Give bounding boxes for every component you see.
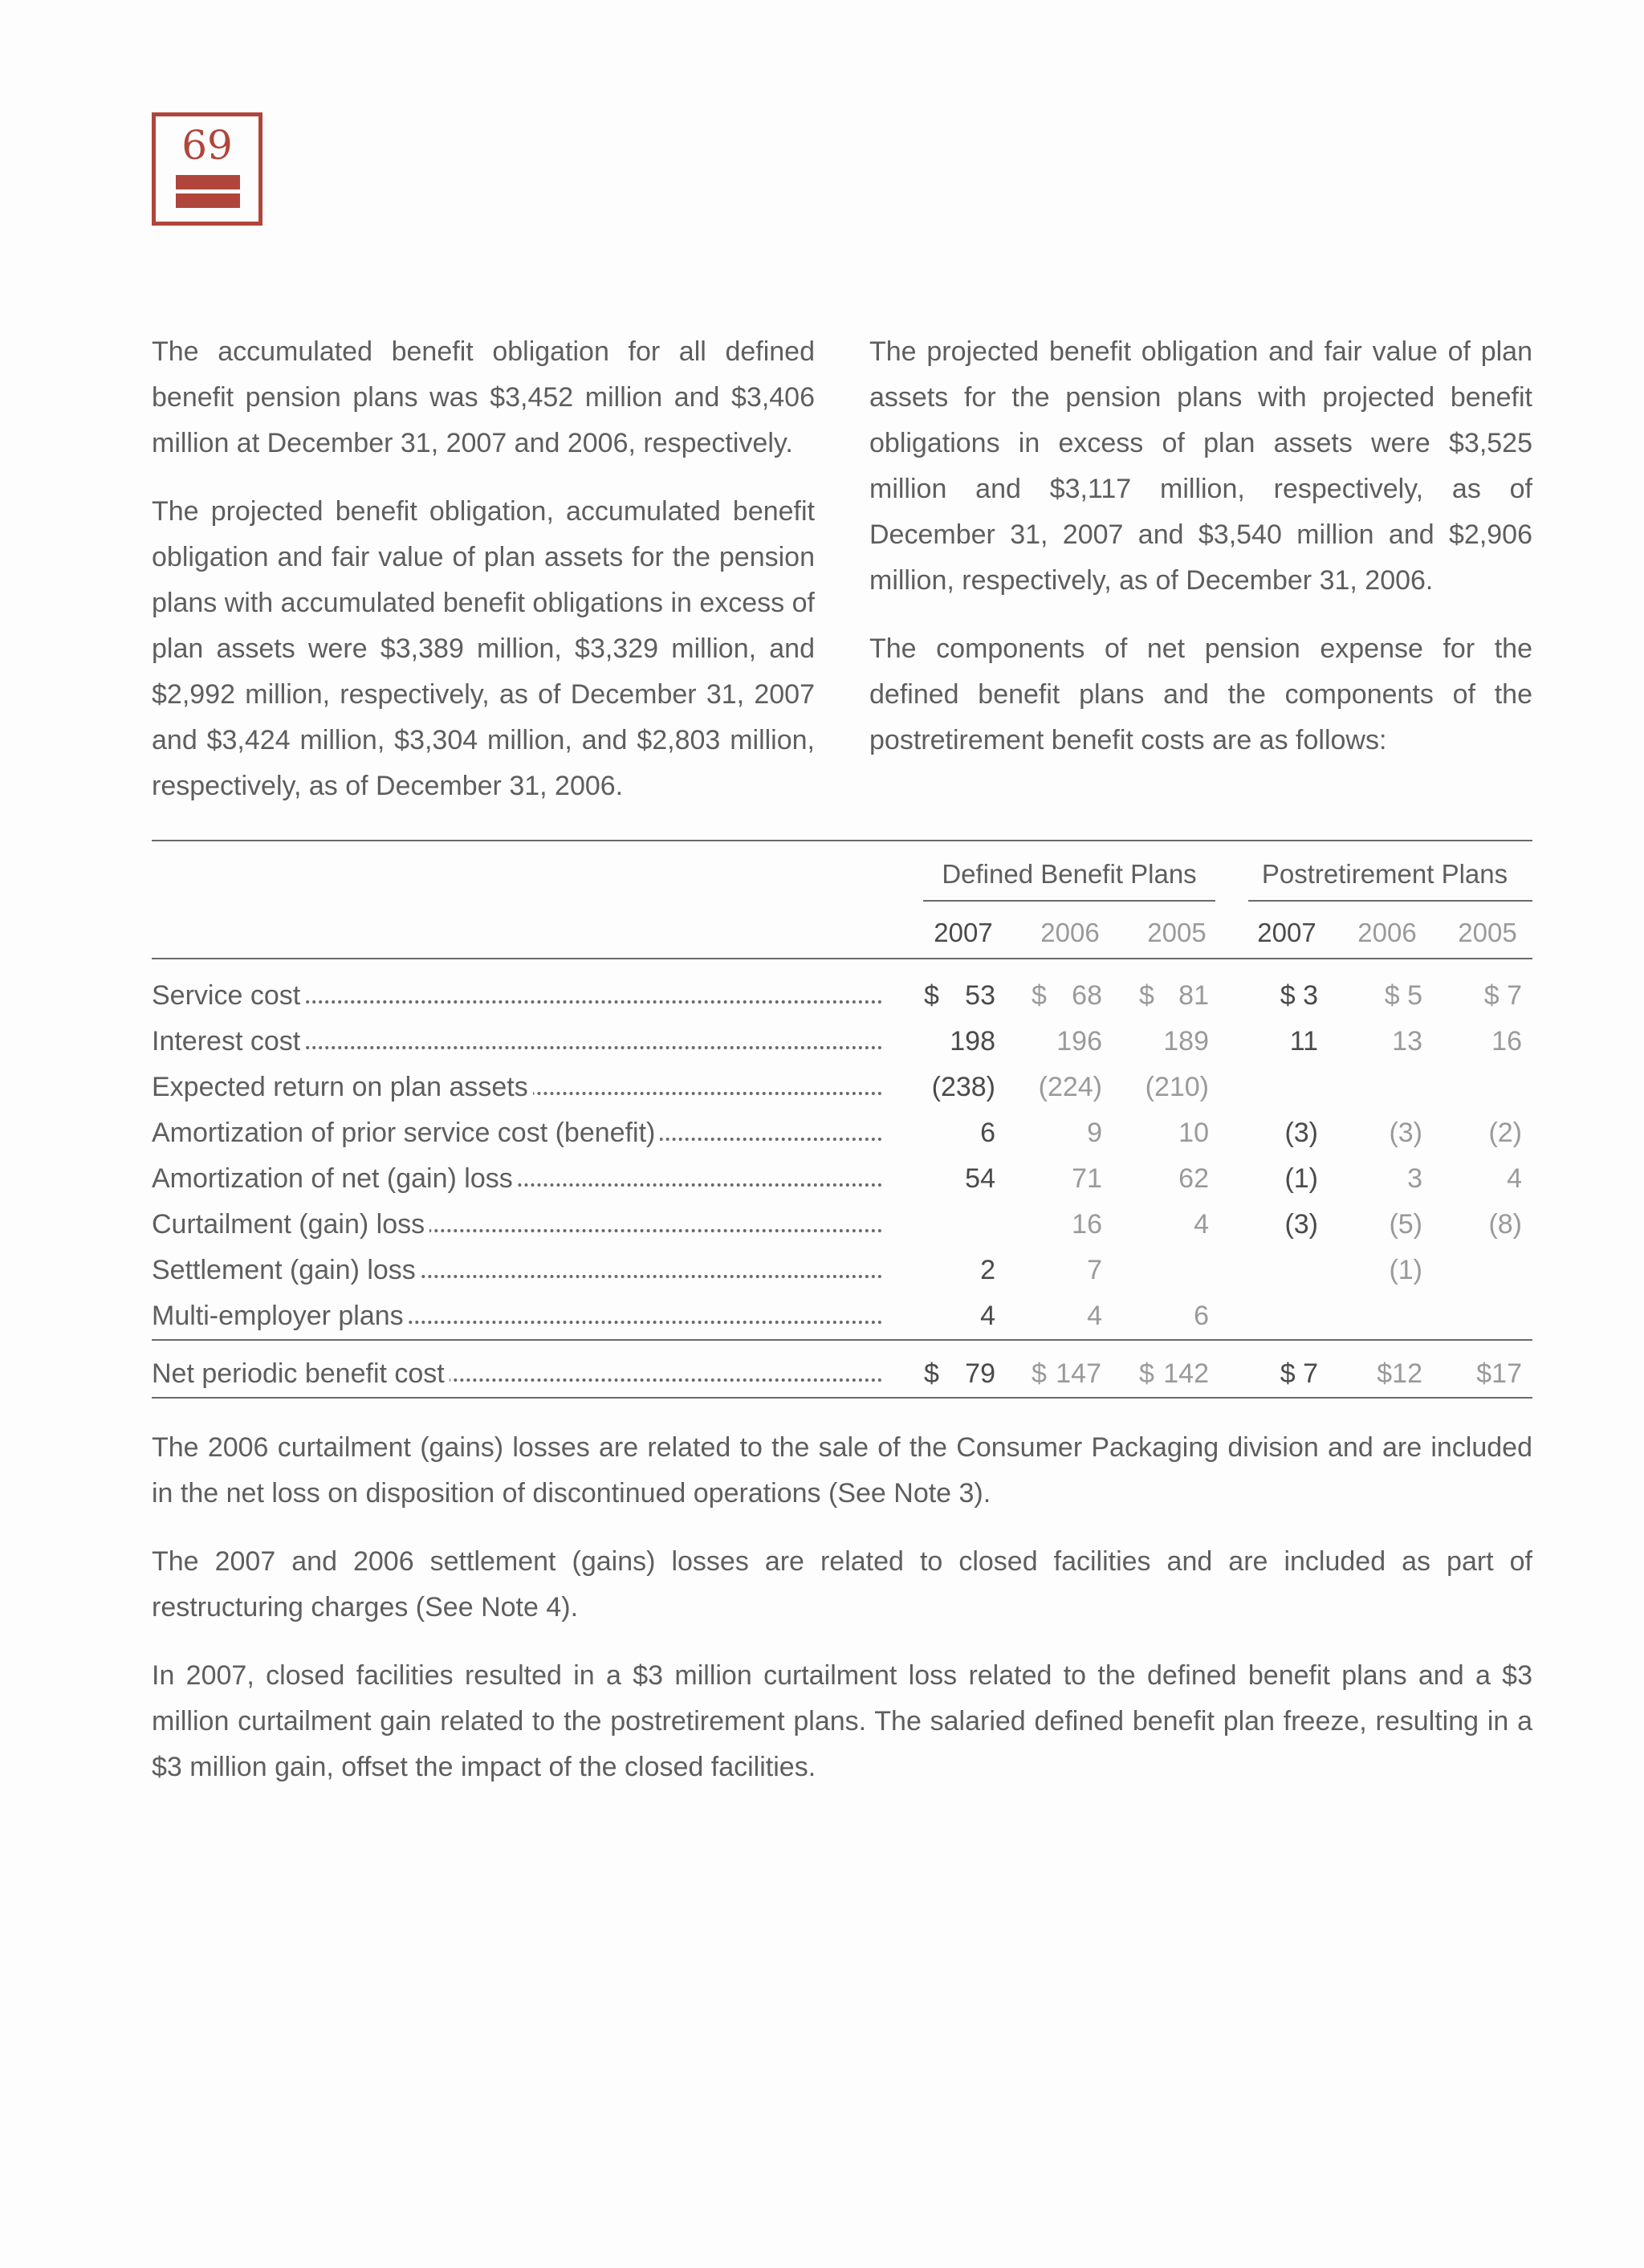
table-cell: 189 [1163, 1026, 1209, 1057]
table-cell: 198 [950, 1026, 995, 1057]
table-cell: 11 [1289, 1026, 1318, 1057]
row-label-text: Interest cost [152, 1026, 305, 1057]
table-cell: 4 [1087, 1301, 1102, 1331]
row-label-text: Multi-employer plans [152, 1301, 409, 1331]
row-label-text: Service cost [152, 980, 305, 1011]
table-cell: 13 [1392, 1026, 1422, 1057]
table-cell: $ 7 [1483, 980, 1522, 1011]
table-row-label [152, 1209, 882, 1240]
table-cell: (1) [1284, 1163, 1318, 1194]
total-row-label [152, 1358, 882, 1390]
table-cell: (238) [931, 1072, 995, 1102]
table-row-label [152, 980, 882, 1012]
right-column [869, 329, 1532, 786]
dollar-sign: $ [924, 1358, 939, 1389]
table-row-label [152, 1163, 882, 1195]
table-cell: 196 [1056, 1026, 1102, 1057]
table-cell: 68 [1072, 980, 1102, 1011]
table-cell: 6 [1194, 1301, 1209, 1331]
group-rule-postretirement [1248, 900, 1532, 902]
total-bottom-rule [152, 1397, 1532, 1399]
year-header: 2006 [1357, 918, 1417, 947]
table-cell: 81 [1178, 980, 1209, 1011]
page-number-bar-top [176, 175, 240, 189]
table-cell: (5) [1389, 1209, 1422, 1240]
table-cell: 53 [965, 980, 995, 1011]
table-top-rule [152, 840, 1532, 841]
note-paragraph: In 2007, closed facilities resulted in a $3 million curtailment loss related to the defined benefit plans and a $3 million curtailment gain related to the postretirement plans. The salaried defined benefit plan freeze, resulting in a $3 million gain, offset the impact of the closed facilities. [152, 1660, 1532, 1782]
table-cell: 71 [1072, 1163, 1102, 1194]
table-cell: 16 [1072, 1209, 1102, 1240]
year-header: 2007 [934, 918, 993, 947]
group-rule-defined-benefit [923, 900, 1215, 902]
table-row-label [152, 1301, 882, 1332]
table-row-label [152, 1072, 882, 1103]
paragraph: The projected benefit obligation and fair value of plan assets for the pension plans with projected benefit obligations in excess of plan assets were $3,525 million and $3,117 million, respectively, as of December 31, 2007 and $3,540 million and $2,906 million, respectively, as of December 31, 2006. [869, 336, 1532, 596]
table-cell: (224) [1038, 1072, 1102, 1102]
total-cell: 142 [1163, 1358, 1209, 1389]
dollar-sign: $ [1032, 1358, 1047, 1389]
total-cell: 79 [965, 1358, 995, 1389]
note-paragraph: The 2007 and 2006 settlement (gains) losses are related to closed facilities and are included as part of restructuring charges (See Note 4). [152, 1546, 1532, 1623]
table-cell: 4 [1507, 1163, 1522, 1194]
table-cell: $ 5 [1384, 980, 1422, 1011]
paragraph: The components of net pension expense for the defined benefit plans and the components of the postretirement benefit costs are as follows: [869, 633, 1532, 755]
dollar-sign: $ [924, 980, 939, 1011]
table-cell: 62 [1178, 1163, 1209, 1194]
page-number-badge [152, 112, 262, 226]
table-cell: 4 [980, 1301, 995, 1331]
row-label-text: Expected return on plan assets [152, 1072, 533, 1102]
note-paragraph: The 2006 curtailment (gains) losses are related to the sale of the Consumer Packaging division and are included in the net loss on disposition of discontinued operations (See Note 3). [152, 1432, 1532, 1509]
row-label-text: Settlement (gain) loss [152, 1255, 421, 1285]
header-bottom-rule [152, 958, 1532, 959]
dollar-sign: $ [1032, 980, 1047, 1011]
paragraph: The accumulated benefit obligation for all defined benefit pension plans was $3,452 million and $3,406 million at December 31, 2007 and 2006, respectively. [152, 336, 815, 458]
total-cell: 147 [1056, 1358, 1101, 1389]
dollar-sign: $ [1139, 1358, 1154, 1389]
paragraph: The projected benefit obligation, accumulated benefit obligation and fair value of plan assets for the pension plans with accumulated benefit obligations in excess of plan assets were $3,389 million, $3,329 million, and $2,992 million, respectively, as of December 31, 2007 and $3,424 million, $3,304 million, and $2,803 million, respectively, as of December 31, 2006. [152, 496, 815, 801]
table-cell: 9 [1087, 1118, 1102, 1148]
group-header-postretirement: Postretirement Plans [1261, 859, 1508, 889]
row-label-text: Net periodic benefit cost [152, 1358, 450, 1389]
dollar-sign: $ [1139, 980, 1154, 1011]
table-cell: 2 [980, 1255, 995, 1285]
row-label-text: Curtailment (gain) loss [152, 1209, 429, 1240]
table-cell: 7 [1087, 1255, 1102, 1285]
year-header: 2007 [1257, 918, 1316, 947]
total-cell: $17 [1476, 1358, 1522, 1389]
table-cell: (210) [1145, 1072, 1209, 1102]
table-cell: 6 [980, 1118, 995, 1148]
row-label-text: Amortization of net (gain) loss [152, 1163, 518, 1194]
page-number-bar-bottom [176, 193, 240, 208]
year-header: 2005 [1147, 918, 1207, 947]
row-label-text: Amortization of prior service cost (benefit) [152, 1118, 660, 1148]
table-cell: (3) [1389, 1118, 1422, 1148]
table-row-label [152, 1026, 882, 1057]
left-column [152, 329, 815, 832]
table-row-label [152, 1118, 882, 1149]
total-top-rule [152, 1339, 1532, 1341]
page-number: 69 [181, 122, 233, 169]
table-cell: (8) [1488, 1209, 1522, 1240]
table-cell: (3) [1284, 1209, 1318, 1240]
year-header: 2006 [1040, 918, 1100, 947]
table-cell: 4 [1194, 1209, 1209, 1240]
table-cell: $ 3 [1280, 980, 1318, 1011]
group-header-defined-benefit: Defined Benefit Plans [942, 859, 1197, 889]
table-cell: 16 [1491, 1026, 1522, 1057]
total-cell: $ 7 [1280, 1358, 1318, 1389]
table-cell: (2) [1488, 1118, 1522, 1148]
total-cell: $12 [1377, 1358, 1422, 1389]
table-cell: (1) [1389, 1255, 1422, 1285]
table-cell: 10 [1178, 1118, 1209, 1148]
table-row-label [152, 1255, 882, 1286]
notes-section [152, 1425, 1532, 1813]
year-header: 2005 [1458, 918, 1517, 947]
table-cell: 3 [1407, 1163, 1422, 1194]
table-cell: 54 [965, 1163, 995, 1194]
table-cell: (3) [1284, 1118, 1318, 1148]
